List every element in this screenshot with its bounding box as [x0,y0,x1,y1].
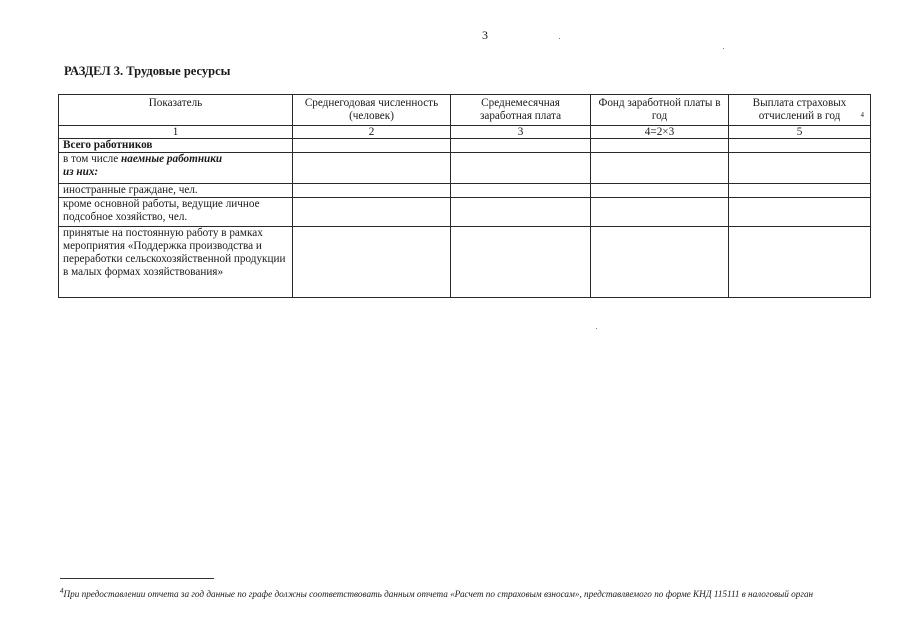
table-cell [451,198,591,227]
row-label-total: Всего работников [59,139,293,153]
table-cell [729,184,871,198]
table-cell [293,198,451,227]
table-row [59,227,871,298]
table-row [59,139,871,153]
header-annual-payroll: Фонд заработной платы в год [591,95,729,126]
table-row [59,184,871,198]
table-header-row [59,95,871,126]
section-title: РАЗДЕЛ 3. Трудовые ресурсы [64,64,231,78]
table-cell [293,139,451,153]
header-indicator: Показатель [59,95,293,126]
table-cell [729,139,871,153]
header-avg-headcount: Среднегодовая численность (человек) [293,95,451,126]
scan-speck [559,38,560,39]
header-avg-monthly-salary: Среднемесячная заработная плата [451,95,591,126]
row-label-hired [59,153,293,184]
scan-speck [723,48,724,49]
footnote-mark: 4 [860,111,864,119]
table-cell [729,198,871,227]
table-cell [591,184,729,198]
table-cell [293,227,451,298]
labor-resources-table [58,94,871,298]
footnote-separator [60,578,214,579]
table-cell [451,139,591,153]
table-row [59,153,871,184]
table-cell [451,184,591,198]
table-cell [591,139,729,153]
table-cell [729,227,871,298]
row-label-program: принятые на постоянную работу в рамках мероприятия «Поддержка производства и переработки сельскохозяйственной продукции в малых формах хозяйствования» [59,227,293,298]
column-number: 1 [59,126,293,139]
footnote [60,585,880,600]
table-cell [591,227,729,298]
table-cell [451,153,591,184]
table-cell [591,198,729,227]
column-number: 4=2×3 [591,126,729,139]
row-label-hired-workers: наемные работники [121,153,223,165]
column-number: 2 [293,126,451,139]
table-cell [591,153,729,184]
footnote-text: При предоставлении отчета за год данные по графе должны соответствовать данным отчета «Расчет по страховым взносам», представляемого по форме КНД 115111 в налоговый орган [63,589,814,600]
footnote-mark: 4 [60,587,64,595]
table-cell [293,153,451,184]
column-number: 5 [729,126,871,139]
row-label-side-job: кроме основной работы, ведущие личное подсобное хозяйство, чел. [59,198,293,227]
header-insurance-payments [729,95,871,126]
scan-speck [596,328,597,329]
column-number: 3 [451,126,591,139]
row-label-foreigners: иностранные граждане, чел. [59,184,293,198]
table-row [59,198,871,227]
page-number: 3 [482,28,488,42]
header-insurance-payments-label: Выплата страховых отчислений в год [752,97,847,122]
column-number-row [59,126,871,139]
row-label-of-them: из них: [63,166,99,178]
table-cell [293,184,451,198]
row-label-hired-prefix: в том числе [63,153,122,165]
table-cell [451,227,591,298]
table-cell [729,153,871,184]
